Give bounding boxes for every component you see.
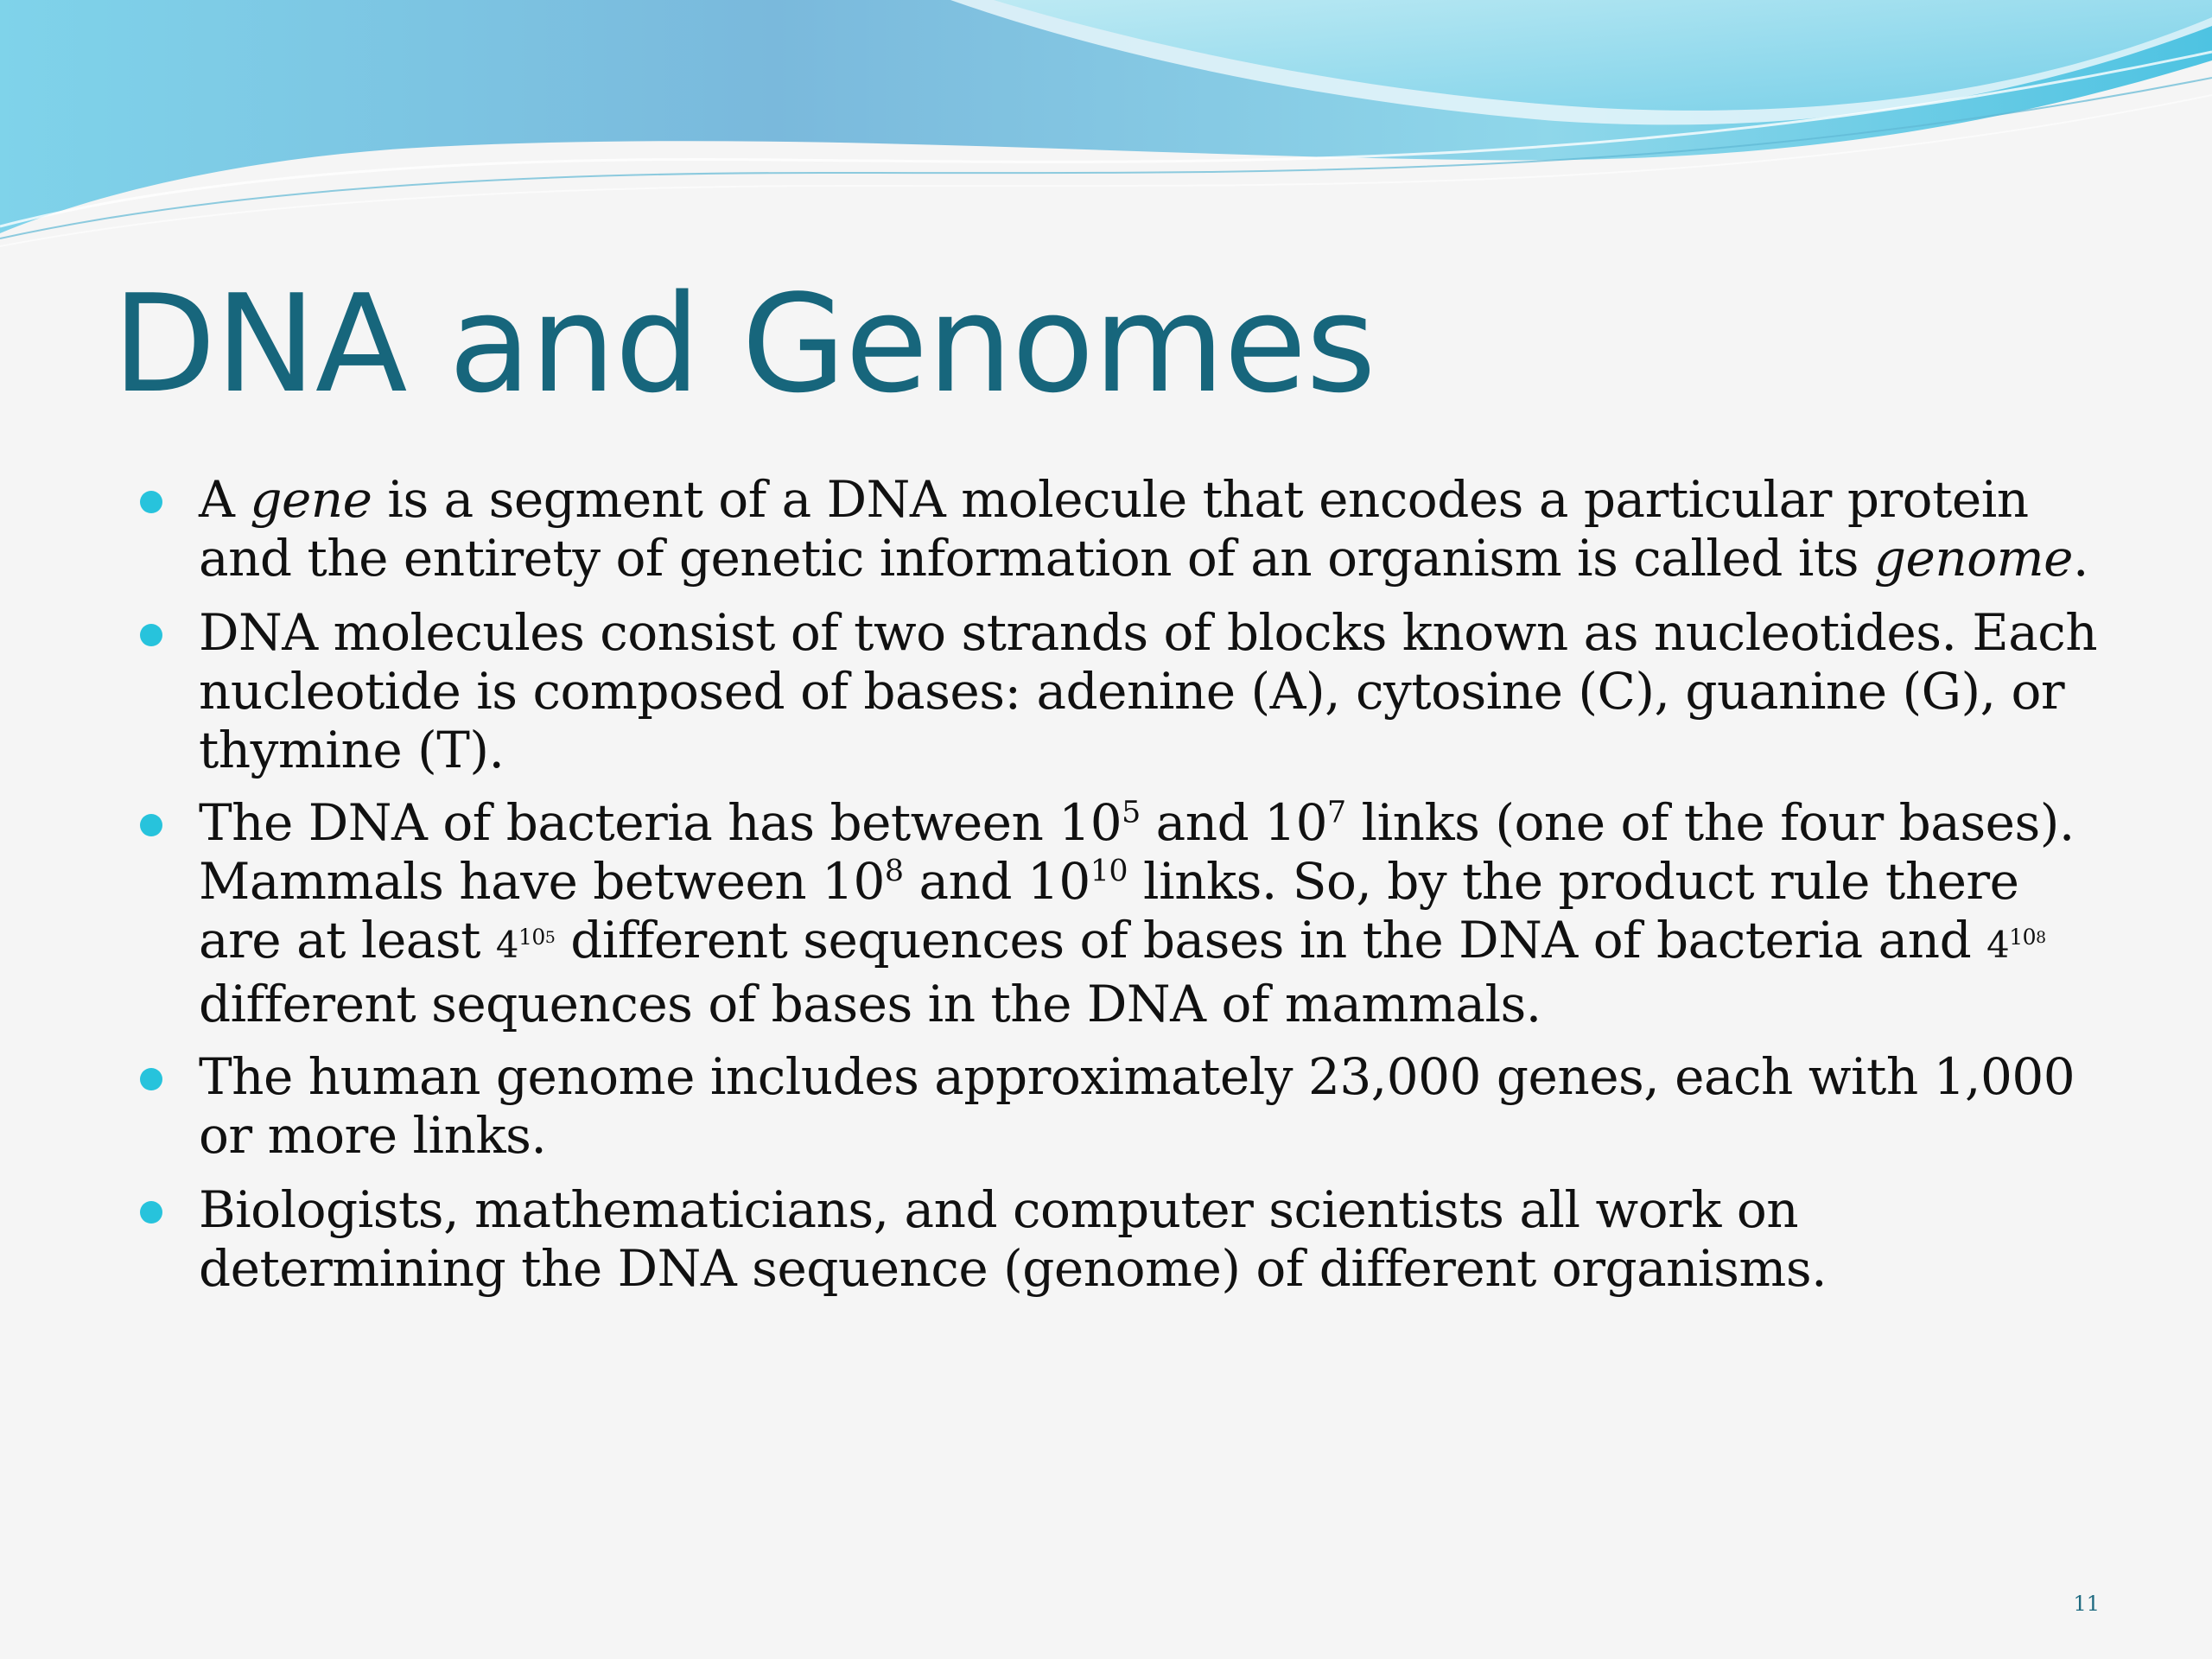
bullet-item: Biologists, mathematicians, and computer scientists all work on determining the DNA sequence (genome) of different organisms.: [199, 1180, 2100, 1298]
bullet-dot-icon: [140, 624, 162, 646]
bullet-item: DNA molecules consist of two strands of blocks known as nucleotides. Each nucleotide is composed of bases: adenine (A), cytosine (C), guanine (G), or thymine (T).: [199, 603, 2100, 779]
header-wave-decoration: [0, 0, 2212, 259]
bullet-dot-icon: [140, 814, 162, 836]
bullet-dot-icon: [140, 1201, 162, 1224]
page-number: 11: [2073, 1592, 2100, 1616]
bullet-dot-icon: [140, 1068, 162, 1090]
slide-title: DNA and Genomes: [112, 265, 1376, 423]
bullet-item: A gene is a segment of a DNA molecule that encodes a particular protein and the entirety of genetic information of an organism is called its genome.: [199, 470, 2100, 588]
power-expression: $4^{108}$: [1986, 924, 2046, 966]
bullet-dot-icon: [140, 491, 162, 513]
bullet-item: The human genome includes approximately 23,000 genes, each with 1,000 or more links.: [199, 1047, 2100, 1165]
power-expression: $4^{105}$: [495, 924, 556, 966]
bullet-item: The DNA of bacteria has between $10^5$ and $10^7$ links (one of the four bases). Mammals have between $10^8$ and $10^{10}$ links. So, by the product rule there are at least $4^{105}$ different sequences of bases in the DNA of bacteria and $4^{108}$ different sequences of bases in the DNA of mammals.: [199, 793, 2100, 1033]
bullet-list: [199, 470, 2100, 1315]
